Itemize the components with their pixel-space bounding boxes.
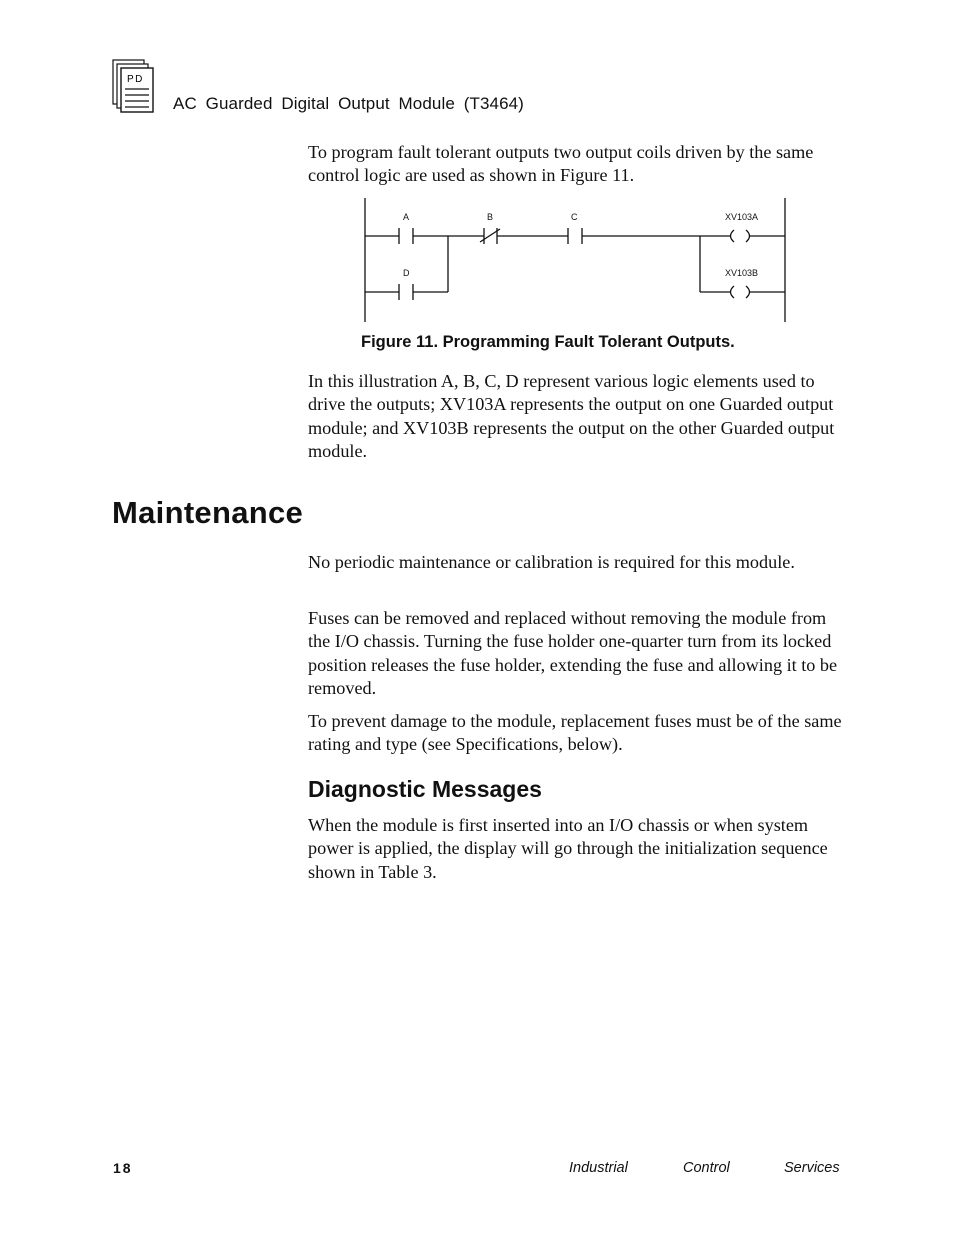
label-xv103a: XV103A — [725, 212, 759, 222]
maintenance-paragraph-3: To prevent damage to the module, replacement fuses must be of the same rating and type (see Specifications, below). — [308, 711, 842, 755]
maintenance-paragraph-2: Fuses can be removed and replaced without removing the module from the I/O chassis. Turning the fuse holder one-quarter turn from its locked position releases the fuse holder, extending the fuse and allowing it to be removed. — [308, 608, 838, 699]
diagnostic-paragraph: When the module is first inserted into an I/O chassis or when system power is applied, the display will go through the initialization sequence shown in Table 3. — [308, 815, 828, 882]
contact-a — [399, 228, 413, 244]
label-a: A — [403, 212, 410, 222]
maintenance-heading: Maintenance — [112, 495, 304, 530]
label-b: B — [487, 212, 494, 222]
ladder-diagram — [350, 196, 800, 326]
coil-xv103b-right — [746, 286, 750, 298]
logo-text: PD — [127, 74, 144, 85]
coil-xv103a-right — [746, 230, 750, 242]
page-number: 18 — [113, 1160, 133, 1176]
coil-xv103a-left — [731, 230, 735, 242]
pd-logo-icon — [112, 59, 156, 113]
label-xv103b: XV103B — [725, 268, 759, 278]
contact-c — [568, 228, 582, 244]
footer-company-word-3: Services — [784, 1160, 840, 1176]
label-d: D — [403, 268, 410, 278]
diagnostic-heading: Diagnostic Messages — [308, 776, 542, 802]
coil-xv103b-left — [731, 286, 735, 298]
label-c: C — [571, 212, 578, 222]
maintenance-paragraph-1: No periodic maintenance or calibration is required for this module. — [308, 552, 795, 572]
contact-d — [399, 284, 413, 300]
explanation-paragraph: In this illustration A, B, C, D represent various logic elements used to drive the outputs; XV103A represents the output on one Guarded output module; and XV103B represents the output on the other Guarded output module. — [308, 371, 835, 462]
footer-company-word-1: Industrial — [569, 1160, 628, 1176]
document-title: AC Guarded Digital Output Module (T3464) — [173, 94, 524, 113]
intro-paragraph: To program fault tolerant outputs two output coils driven by the same control logic are used as shown in Figure 11. — [308, 142, 814, 186]
figure-caption: Figure 11. Programming Fault Tolerant Outputs. — [361, 333, 735, 351]
footer-company-word-2: Control — [683, 1160, 730, 1176]
